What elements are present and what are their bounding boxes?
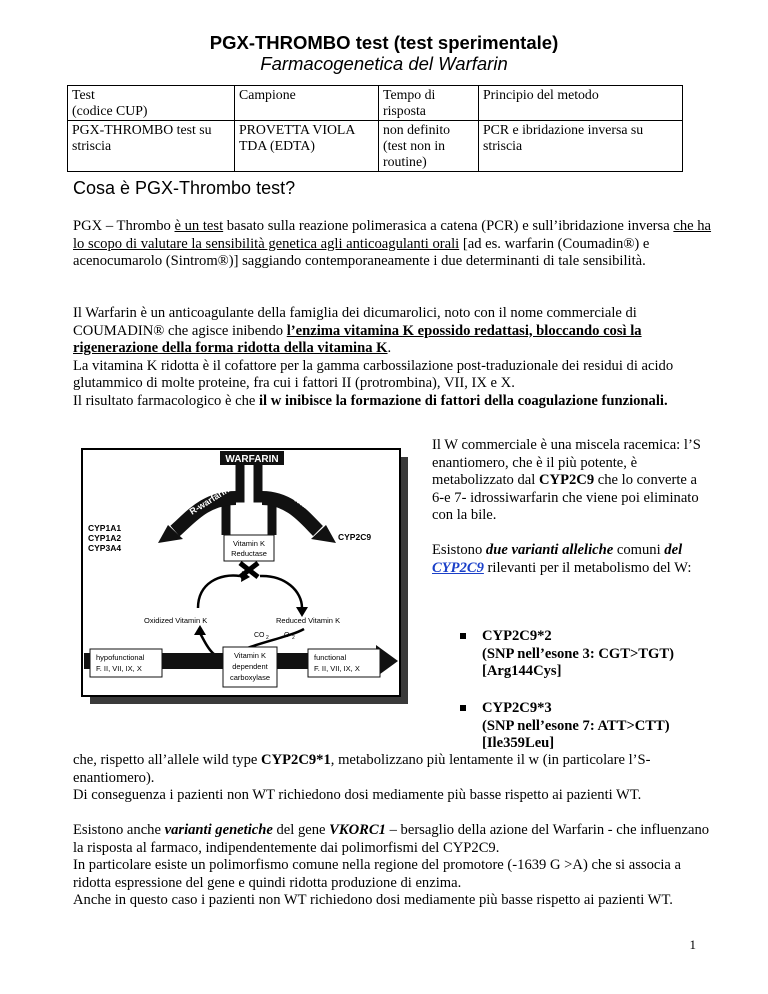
svg-text:CYP1A1: CYP1A1 [88,523,122,533]
table-header-cell: Principio del metodo [479,86,683,121]
table-header-cell: Tempo di risposta [379,86,479,121]
svg-text:2: 2 [292,635,295,641]
info-table [67,85,683,172]
paragraph-variants: Esistono due varianti alleliche comuni del CYP2C9 rilevanti per il metabolismo del W: [432,542,692,576]
svg-text:O: O [284,632,290,639]
table-header-row [68,86,683,121]
svg-text:CO: CO [254,632,265,639]
warfarin-mechanism-figure [80,443,416,710]
svg-text:Oxidized Vitamin K: Oxidized Vitamin K [144,616,208,625]
svg-text:F. II, VII, IX, X: F. II, VII, IX, X [96,664,142,673]
svg-text:2: 2 [266,635,269,641]
document-subtitle: Farmacogenetica del Warfarin [260,53,508,74]
bullet-item: CYP2C9*2 (SNP nell’esone 3: CGT>TGT) [Arg144Cys] [460,628,674,681]
figure-label-warfarin: WARFARIN [225,454,279,465]
svg-text:dependent: dependent [232,662,268,671]
table-row [68,121,683,172]
svg-text:F. II, VII, IX, X: F. II, VII, IX, X [314,664,360,673]
svg-text:CYP3A4: CYP3A4 [88,543,122,553]
paragraph-intro: PGX – Thrombo è un test basato sulla reazione polimerasica a catena (PCR) e sull’ibridazione inversa che ha lo scopo di valutare la sensibilità genetica agli anticoagulanti orali [ad es. warfarin (Coumadin®) e acenocumarolo (Sintrom®)] saggiando contemporaneamente i due determinanti di tale sensibilità. [73,218,712,269]
table-cell: non definito (test non in routine) [379,121,479,172]
bullet-marker [460,633,466,639]
table-cell: PCR e ibridazione inversa su striscia [479,121,683,172]
figure-label-r-warfarin: R-warfarin [187,484,231,517]
figure-label-s-warfarin: S-warfarin [284,488,327,522]
svg-text:functional: functional [314,653,347,662]
paragraph-racemic: Il W commerciale è una miscela racemica: l’S enantiomero, che è il più potente, è metabolizzato dal CYP2C9 che lo converte a 6-e 7- idrossiwarfarin che viene poi eliminato con la bile. [432,437,701,523]
bullet-item: CYP2C9*3 (SNP nell’esone 7: ATT>CTT) [Ile359Leu] [460,700,670,753]
section-heading: Cosa è PGX-Thrombo test? [73,178,296,198]
page-number: 1 [689,937,696,952]
svg-text:Vitamin K: Vitamin K [234,651,266,660]
cyp2c9-link[interactable]: CYP2C9 [432,559,484,576]
paragraph-alleles: che, rispetto all’allele wild type CYP2C9*1, metabolizzano più lentamente il w (in particolare l’S-enantiomero). Di conseguenza i pazienti non WT richiedono dosi mediamente più basse rispetto ai pazienti WT. [73,752,651,803]
document-title: PGX-THROMBO test (test sperimentale) [209,32,559,53]
svg-text:Reduced Vitamin K: Reduced Vitamin K [276,616,341,625]
table-cell: PROVETTA VIOLA TDA (EDTA) [235,121,379,172]
svg-text:hypofunctional: hypofunctional [96,653,145,662]
svg-text:CYP1A2: CYP1A2 [88,533,122,543]
table-header-cell: Test (codice CUP) [68,86,235,121]
figure-label-cyp2c9: CYP2C9 [338,532,372,542]
svg-text:Reductase: Reductase [231,549,267,558]
table-cell: PGX-THROMBO test su striscia [68,121,235,172]
svg-text:carboxylase: carboxylase [229,673,271,682]
bullet-marker [460,705,466,711]
table-header-cell: Campione [235,86,379,121]
paragraph-vkorc1: Esistono anche varianti genetiche del gene VKORC1 – bersaglio della azione del Warfarin - che influenzano la risposta al farmaco, indipendentemente dai polimorfismi del CYP2C9. In particolare esiste un polimorfismo comune nella regione del promotore (-1639 G >A) che si associa a ridotta espressione del gene e quindi ridotta produzione di enzima. Anche in questo caso i pazienti non WT richiedono dosi mediamente più basse rispetto ai pazienti WT. [73,822,710,908]
paragraph-warfarin: Il Warfarin è un anticoagulante della famiglia dei dicumarolici, noto con il nome commerciale di COUMADIN® che agisce inibendo l’enzima vitamina K epossido redattasi, bloccando così la rigenerazione della forma ridotta della vitamina K. La vitamina K ridotta è il cofattore per la gamma carbossilazione post-traduzionale dei residui di acido glutammico di molte proteine, fra cui i fattori II (protrombina), VII, IX e X. Il risultato farmacologico è che il w inibisce la formazione di fattori della coagulazione funzionali. [73,305,674,409]
svg-text:Vitamin K: Vitamin K [233,539,265,548]
